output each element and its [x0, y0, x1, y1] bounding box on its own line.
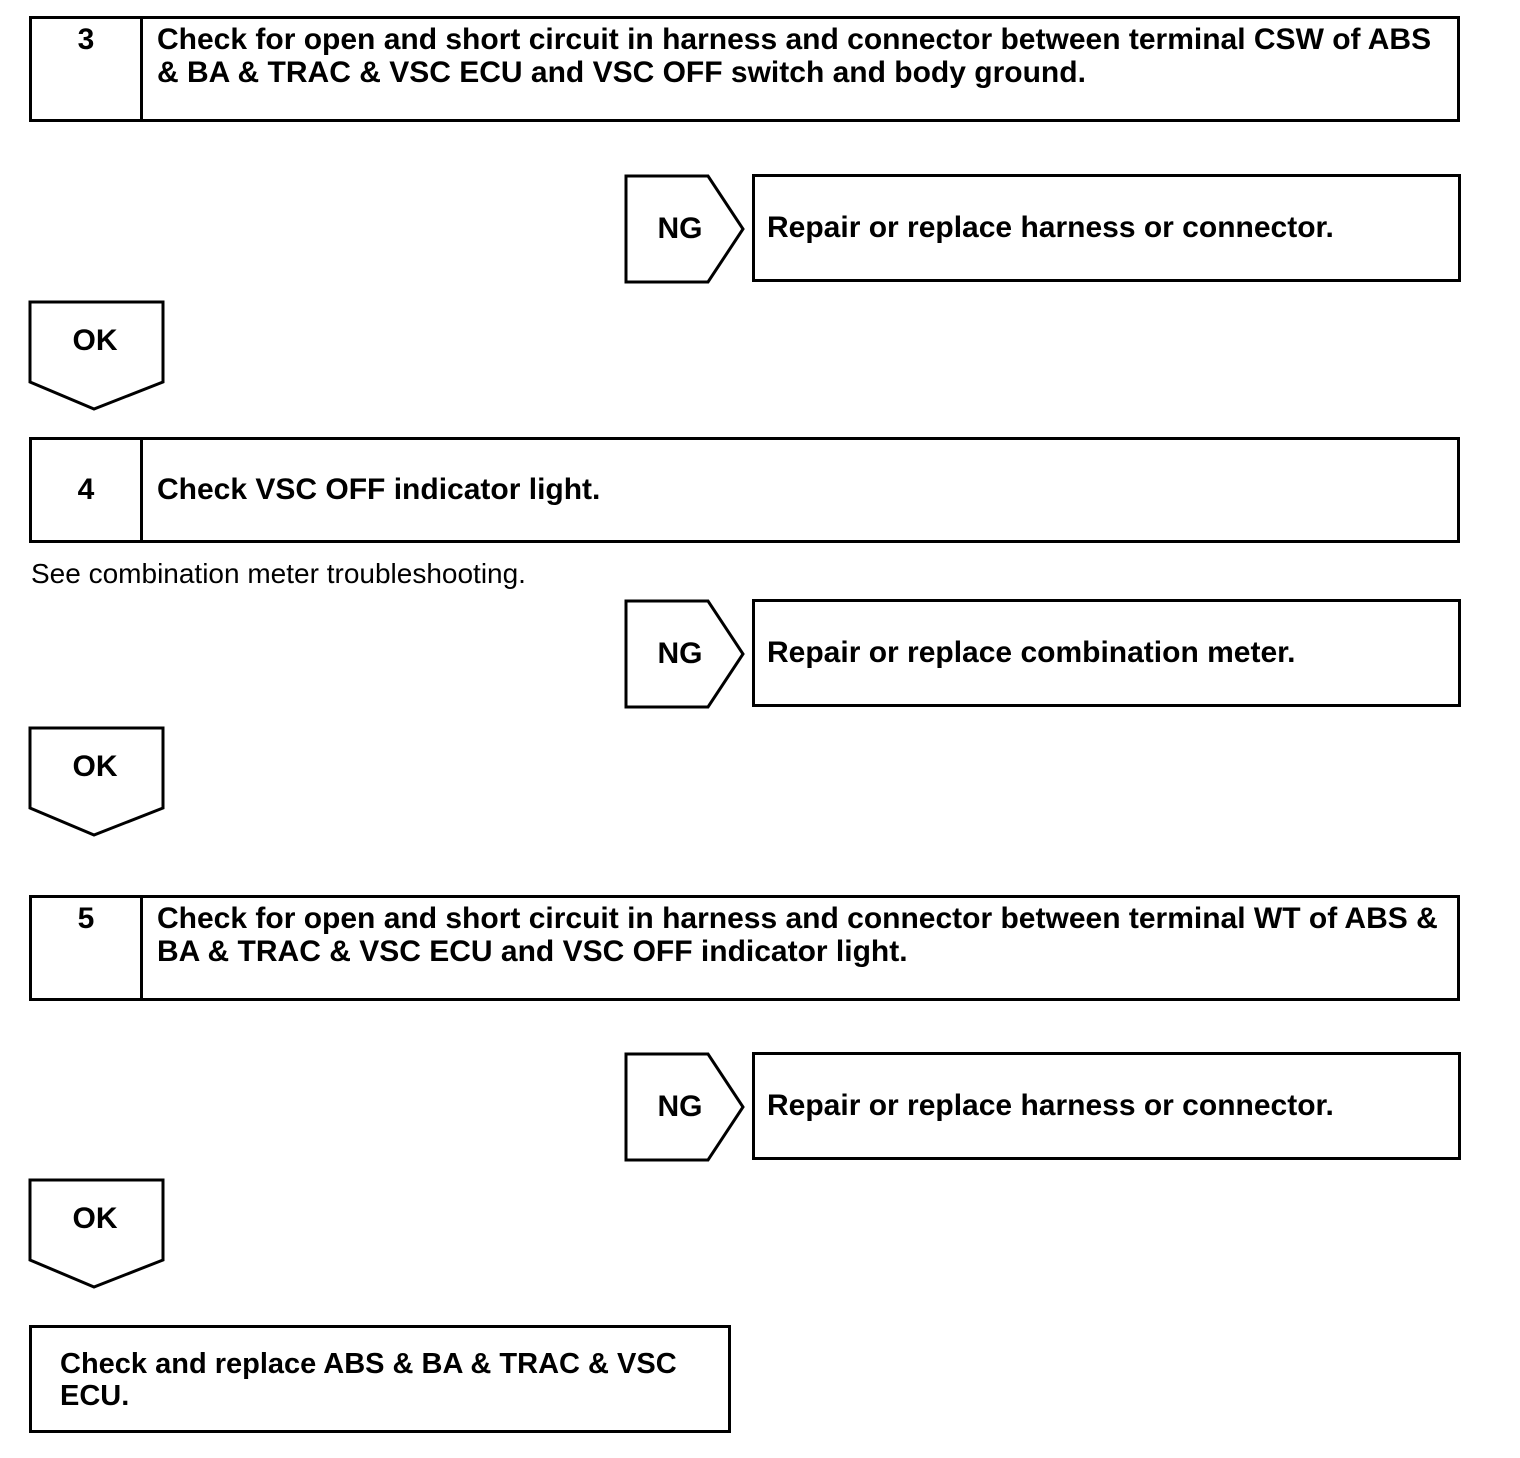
action-box: Repair or replace harness or connector.: [752, 174, 1461, 282]
ok-label: OK: [72, 324, 118, 357]
ng-label: NG: [657, 637, 703, 670]
ok-arrow: [28, 1178, 166, 1290]
ok-arrow: [28, 300, 166, 412]
ng-arrow: [624, 1052, 748, 1162]
ok-label: OK: [72, 750, 118, 783]
ng-arrow: [624, 599, 748, 709]
step-number: 3: [32, 19, 143, 119]
step-4-box: [29, 437, 1460, 543]
step-number: 4: [32, 440, 143, 540]
ok-label: OK: [72, 1202, 118, 1235]
ok-arrow: [28, 726, 166, 838]
final-action-box: Check and replace ABS & BA & TRAC & VSC ECU.: [29, 1325, 731, 1433]
note-text: See combination meter troubleshooting.: [31, 558, 526, 589]
step-text: Check VSC OFF indicator light.: [157, 473, 601, 506]
step-3-box: [29, 16, 1460, 122]
action-box: Repair or replace combination meter.: [752, 599, 1461, 707]
ng-label: NG: [657, 1090, 703, 1123]
step-text: Check for open and short circuit in harness and connector between terminal WT of ABS & BA & TRAC & VSC ECU and VSC OFF indicator light.: [157, 902, 1438, 968]
action-box: Repair or replace harness or connector.: [752, 1052, 1461, 1160]
step-5-box: [29, 895, 1460, 1001]
step-number: 5: [32, 898, 143, 998]
ng-arrow: [624, 174, 748, 284]
step-text: Check for open and short circuit in harness and connector between terminal CSW of ABS & BA & TRAC & VSC ECU and VSC OFF switch and body ground.: [157, 23, 1432, 89]
ng-label: NG: [657, 212, 703, 245]
